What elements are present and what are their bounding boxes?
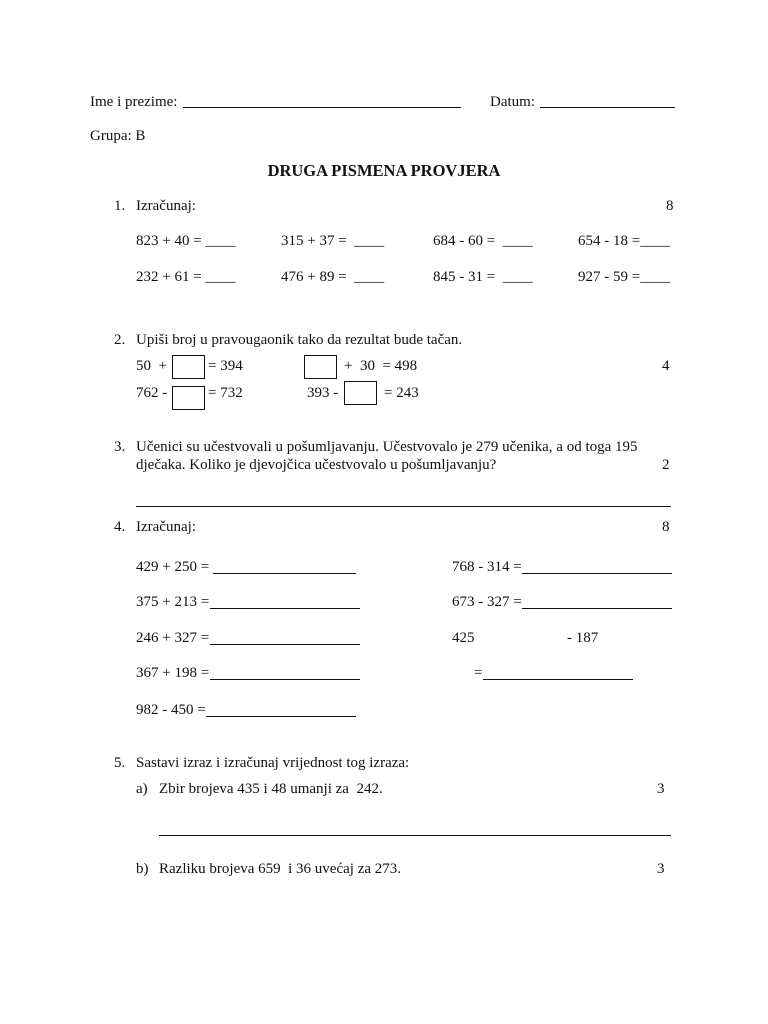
task1-expr: 232 + 61 = ____ [136,269,236,285]
task4-expr: 673 - 327 = [452,594,522,610]
task2-eq1-left: 50 + [136,358,167,374]
date-label: Datum: [490,94,535,110]
task2-eq3-right: = 732 [208,385,243,401]
task1-expr: 927 - 59 =____ [578,269,671,285]
answer-line[interactable] [210,644,360,645]
task4-expr: 429 + 250 = [136,559,210,575]
answer-box[interactable] [304,355,337,379]
name-label: Ime i prezime: [90,94,178,110]
answer-box[interactable] [344,381,377,405]
task1-points: 8 [666,198,674,214]
task3-number: 3. [114,439,126,455]
task4-vertical-minus: - 187 [567,630,599,646]
answer-line[interactable] [210,608,360,609]
answer-line[interactable] [522,573,672,574]
task5a-label: a) [136,781,148,797]
task1-expr: 476 + 89 = ____ [281,269,385,285]
page-title: DRUGA PISMENA PROVJERA [267,161,501,180]
task5a-text: Zbir brojeva 435 i 48 umanji za 242. [159,781,383,797]
task1-expr: 823 + 40 = ____ [136,233,236,249]
task2-eq4-right: = 243 [384,385,419,401]
task1-instruction: Izračunaj: [136,198,196,214]
task2-eq4-left: 393 - [307,385,339,401]
name-blank[interactable] [183,107,461,108]
answer-line[interactable] [210,679,360,680]
task3-text-line1: Učenici su učestvovali u pošumljavanju. Učestvovalo je 279 učenika, a od toga 195 [136,439,638,455]
task4-vertical-top: 425 [452,630,475,646]
group-label: Grupa: B [90,128,146,144]
task1-expr: 315 + 37 = ____ [281,233,385,249]
task4-expr: 375 + 213 = [136,594,210,610]
task2-points: 4 [662,358,670,374]
task5b-label: b) [136,861,149,877]
task5-instruction: Sastavi izraz i izračunaj vrijednost tog izraza: [136,755,410,771]
task1-expr: 654 - 18 =____ [578,233,671,249]
task2-eq1-right: = 394 [208,358,243,374]
task4-expr: 768 - 314 = [452,559,522,575]
task4-expr: 982 - 450 = [136,702,206,718]
task4-number: 4. [114,519,126,535]
answer-box[interactable] [172,355,205,379]
task4-points: 8 [662,519,670,535]
answer-line[interactable] [159,835,671,836]
task4-instruction: Izračunaj: [136,519,196,535]
answer-line[interactable] [206,716,356,717]
task1-expr: 684 - 60 = ____ [433,233,533,249]
answer-line[interactable] [213,573,356,574]
task4-expr: 367 + 198 = [136,665,210,681]
date-blank[interactable] [540,107,675,108]
task2-eq3-left: 762 - [136,385,168,401]
task5b-text: Razliku brojeva 659 i 36 uvećaj za 273. [159,861,402,877]
task2-number: 2. [114,332,126,348]
task2-instruction: Upiši broj u pravougaonik tako da rezultat bude tačan. [136,332,463,348]
task4-vertical-eq: = [474,665,483,681]
task5a-points: 3 [657,781,665,797]
answer-line[interactable] [522,608,672,609]
task5b-points: 3 [657,861,665,877]
task1-expr: 845 - 31 = ____ [433,269,533,285]
task4-expr: 246 + 327 = [136,630,210,646]
task1-number: 1. [114,198,126,214]
task3-text-line2: dječaka. Koliko je djevojčica učestvovalo u pošumljavanju? [136,457,497,473]
answer-line[interactable] [483,679,633,680]
task5-number: 5. [114,755,126,771]
answer-line[interactable] [136,506,671,507]
task3-points: 2 [662,457,670,473]
task2-eq2-right: + 30 = 498 [344,358,418,374]
answer-box[interactable] [172,386,205,410]
